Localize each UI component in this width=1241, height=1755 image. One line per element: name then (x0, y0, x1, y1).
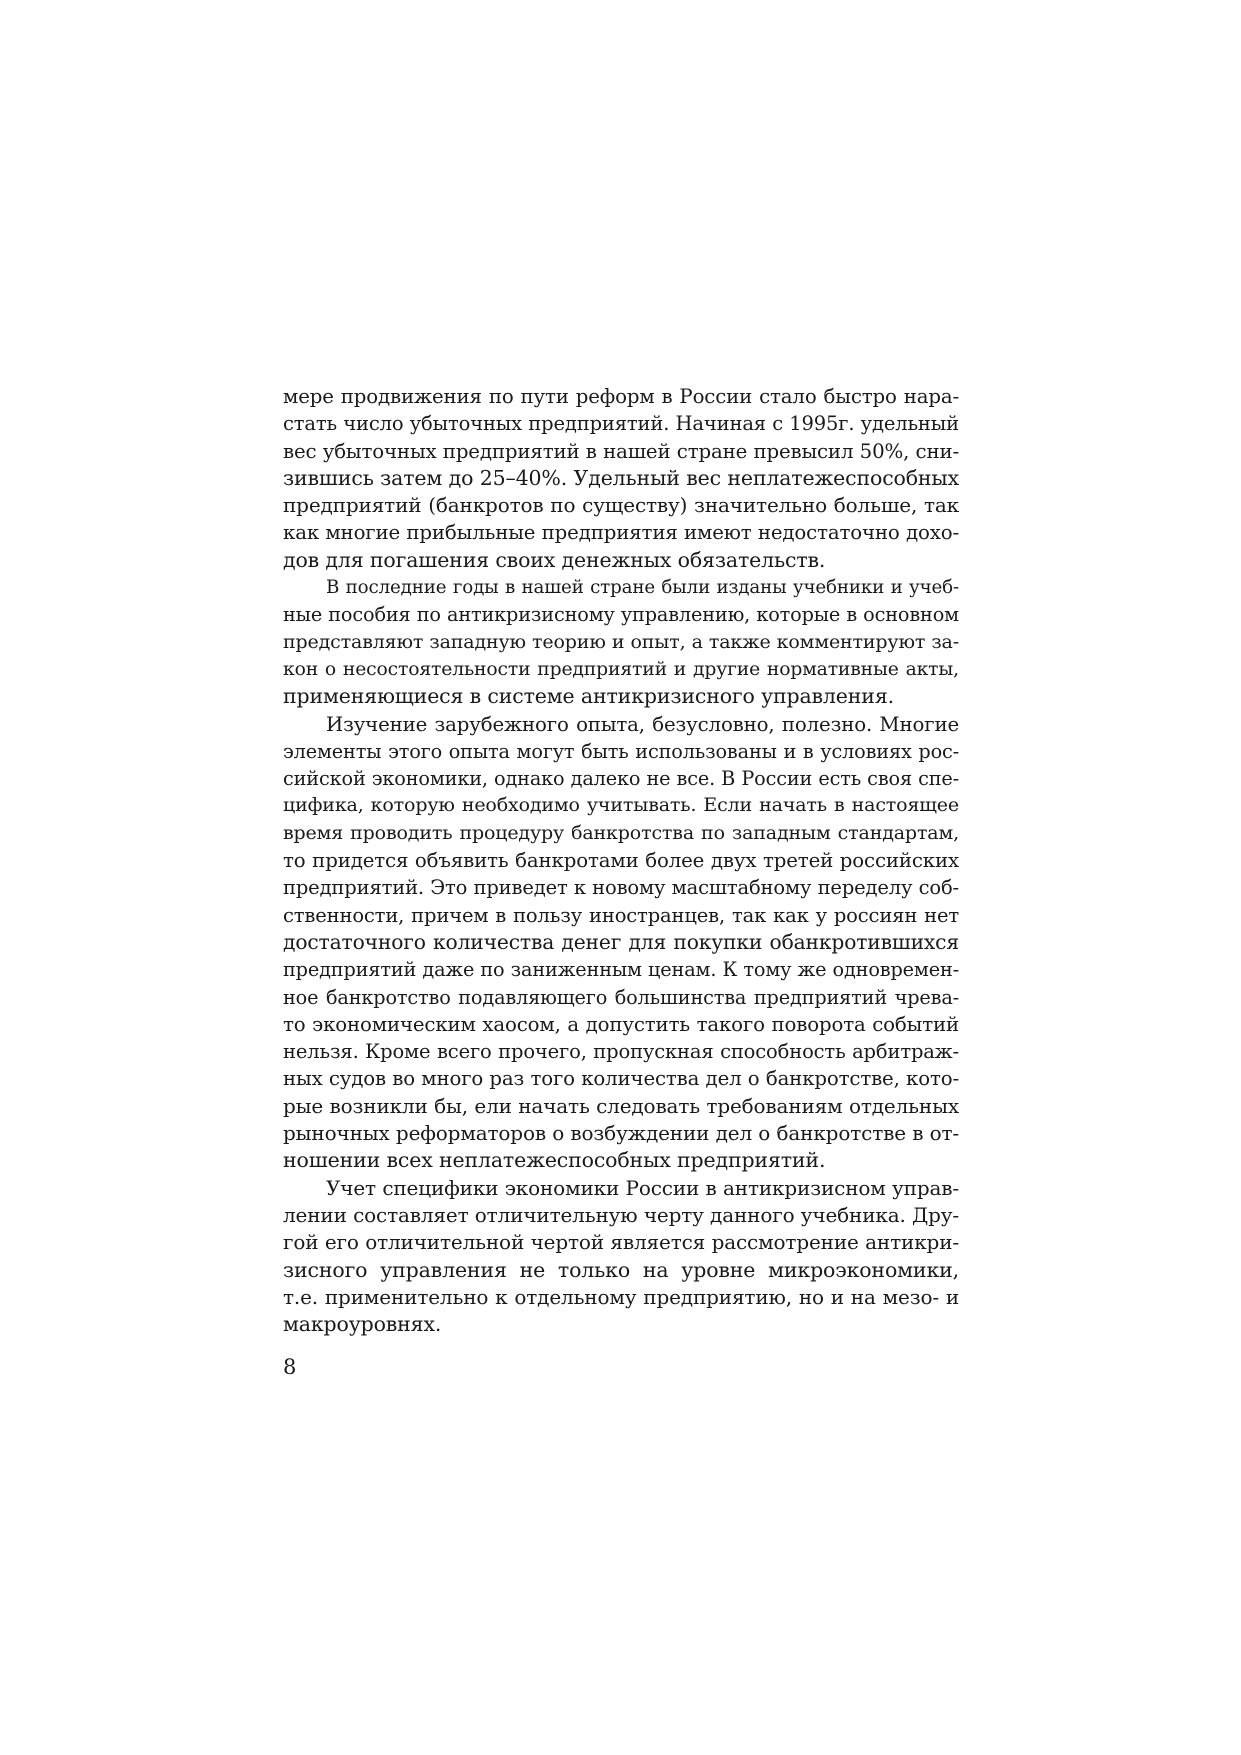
text-line: лении составляет отличительную черту данного учебника. Дру- (283, 1202, 959, 1227)
text-line: т.е. применительно к отдельному предприятию, но и на мезо- и (283, 1284, 959, 1309)
text-line: зившись затем до 25–40%. Удельный вес неплатежеспособных (283, 465, 959, 490)
paragraph (283, 711, 959, 1175)
text-line: предприятий даже по заниженным ценам. К тому же одновремен- (283, 958, 959, 982)
text-line: представляют западную теорию и опыт, а также комментируют за- (283, 630, 959, 653)
text-line: Изучение зарубежного опыта, безусловно, полезно. Многие (326, 712, 959, 736)
paragraph (283, 383, 959, 574)
text-line: сийской экономики, однако далеко не все. В России есть своя спе- (283, 767, 959, 791)
text-line: как многие прибыльные предприятия имеют недостаточно дохо- (283, 521, 959, 545)
text-line: ных судов во много раз того количества дел о банкротстве, кото- (283, 1067, 959, 1091)
text-line: кон о несостоятельности предприятий и другие нормативные акты, (283, 658, 959, 680)
body-text (283, 383, 959, 1338)
text-line: предприятий (банкротов по существу) значительно больше, так (283, 493, 959, 518)
text-line: стать число убыточных предприятий. Начиная с 1995г. удельный (283, 412, 959, 436)
text-line: гой его отличительной чертой является рассмотрение антикри- (283, 1230, 959, 1255)
text-line: макроуровнях. (283, 1312, 442, 1337)
text-line: зисного управления не только на уровне микроэкономики, (283, 1257, 959, 1282)
text-line: применяющиеся в системе антикризисного управления. (283, 684, 894, 709)
paragraph (283, 1175, 959, 1339)
paragraph (283, 574, 959, 710)
text-line: предприятий. Это приведет к новому масштабному переделу соб- (283, 876, 959, 900)
text-line: элементы этого опыта могут быть использованы и в условиях рос- (283, 739, 959, 763)
text-line: В последние годы в нашей стране были изданы учебники и учеб- (326, 577, 959, 599)
text-line: дов для погашения своих денежных обязательств. (283, 547, 826, 572)
text-line: рыночных реформаторов о возбуждении дел о банкротстве в от- (283, 1121, 959, 1146)
text-line: вес убыточных предприятий в нашей стране превысил 50%, сни- (283, 439, 959, 463)
text-line: Учет специфики экономики России в антикризисном управ- (326, 1175, 959, 1200)
text-line: то придется объявить банкротами более двух третей российских (283, 849, 959, 873)
text-line: ношении всех неплатежеспособных предприятий. (283, 1148, 826, 1173)
text-line: то экономическим хаосом, а допустить такого поворота событий (283, 1012, 959, 1036)
page-number: 8 (283, 1355, 297, 1379)
text-line: ные пособия по антикризисному управлению, которые в основном (283, 603, 959, 627)
text-line: цифика, которую необходимо учитывать. Если начать в настоящее (283, 794, 959, 817)
text-line: время проводить процедуру банкротства по западным стандартам, (283, 821, 959, 844)
text-line: мере продвижения по пути реформ в России стало быстро нара- (283, 385, 959, 408)
text-line: рые возникли бы, ели начать следовать требованиям отдельных (283, 1093, 959, 1118)
text-line: ственности, причем в пользу иностранцев, так как у россиян нет (283, 903, 959, 927)
text-line: ное банкротство подавляющего большинства предприятий чрева- (283, 985, 959, 1009)
text-line: нельзя. Кроме всего прочего, пропускная способность арбитраж- (283, 1040, 959, 1064)
text-line: достаточного количества денег для покупки обанкротившихся (283, 929, 959, 954)
